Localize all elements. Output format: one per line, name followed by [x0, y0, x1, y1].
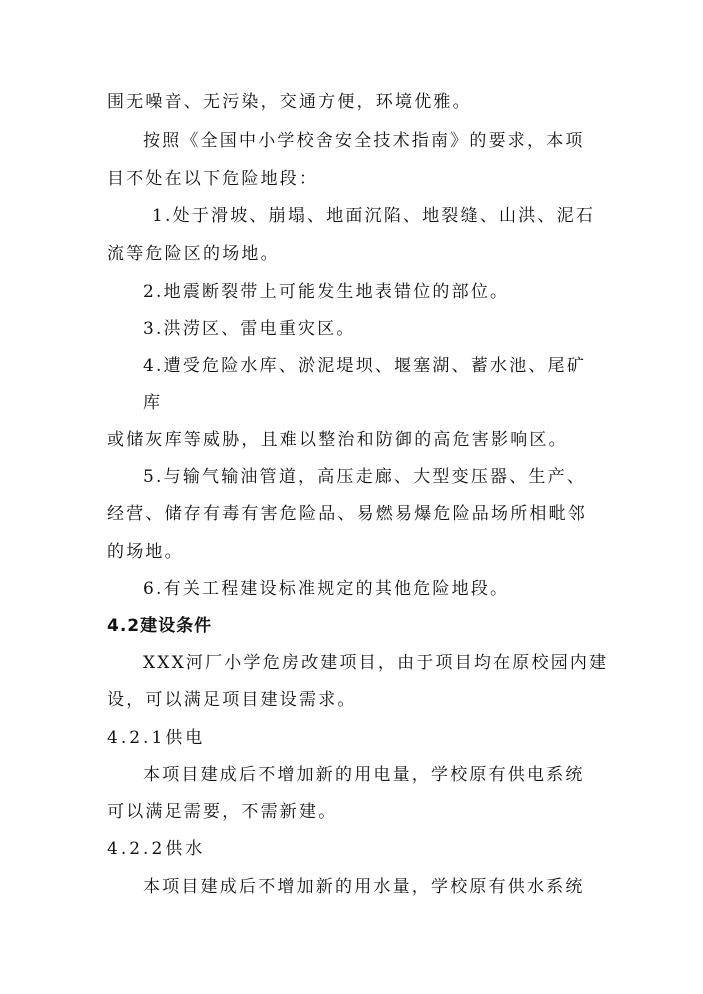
list-item-line: 6.有关工程建设标准规定的其他危险地段。 — [143, 579, 510, 599]
list-item-line: 流等危险区的场地。 — [107, 244, 280, 264]
list-item-line: 5.与输气输油管道，高压走廊、大型变压器、生产、 — [143, 467, 587, 487]
list-item-line: 经营、储存有毒有害危险品、易燃易爆危险品场所相毗邻 — [107, 504, 587, 524]
paragraph-line: 本项目建成后不增加新的用电量，学校原有供电系统 — [143, 765, 585, 785]
subsection-heading: 4.2.2供水 — [107, 839, 206, 859]
list-item-line: 或储灰库等威胁，且难以整治和防御的高危害影响区。 — [107, 430, 568, 450]
list-item-line: 4.遭受危险水库、淤泥堤坝、堰塞湖、蓄水池、尾矿 — [143, 356, 587, 376]
paragraph-line: 目不处在以下危险地段： — [107, 169, 319, 189]
paragraph-line: 本项目建成后不增加新的用水量，学校原有供水系统 — [143, 877, 585, 897]
section-heading: 4.2建设条件 — [107, 616, 213, 636]
paragraph-line: XXX河厂小学危房改建项目，由于项目均在原校园内建 — [143, 653, 609, 673]
list-item-line: 1.处于滑坡、崩塌、地面沉陷、地裂缝、山洪、泥石 — [152, 206, 596, 226]
paragraph-line: 按照《全国中小学校舍安全技术指南》的要求，本项 — [143, 131, 585, 151]
list-item-line: 3.洪涝区、雷电重灾区。 — [143, 319, 356, 339]
paragraph-line: 设，可以满足项目建设需求。 — [107, 690, 357, 710]
list-item-line: 的场地。 — [107, 542, 184, 562]
paragraph-line: 可以满足需要，不需新建。 — [107, 802, 338, 822]
paragraph-line: 围无噪音、无污染，交通方便，环境优雅。 — [107, 92, 472, 112]
subsection-heading: 4.2.1供电 — [107, 728, 206, 748]
list-item-line: 库 — [143, 393, 163, 413]
list-item-line: 2.地震断裂带上可能发生地表错位的部位。 — [143, 282, 510, 302]
